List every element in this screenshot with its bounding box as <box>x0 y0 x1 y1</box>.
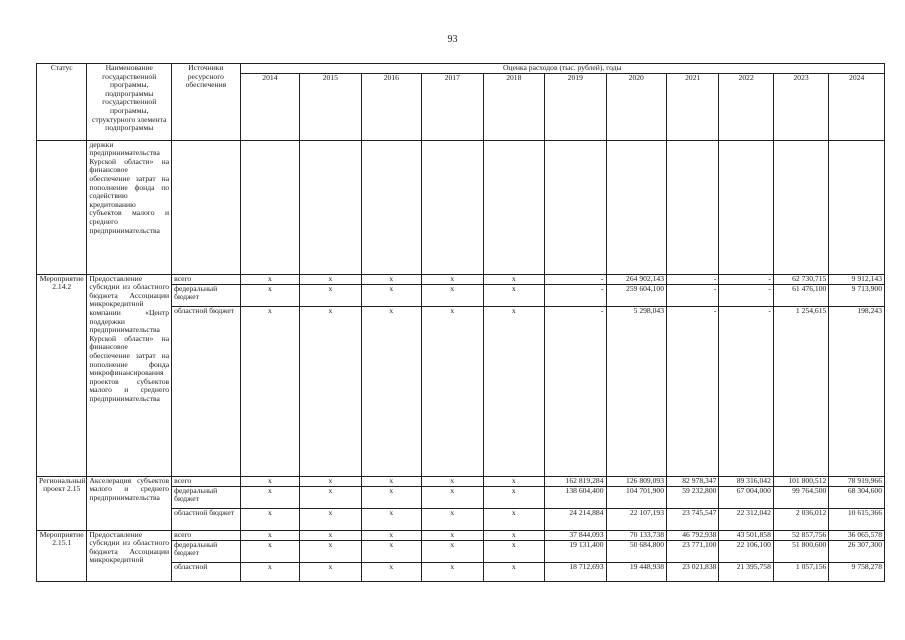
value-cell: x <box>361 530 421 540</box>
value-cell: 51 800,600 <box>773 540 828 562</box>
value-cell: x <box>361 508 421 530</box>
value-cell: x <box>300 284 361 306</box>
value-cell: 36 065,578 <box>829 530 885 540</box>
value-cell: x <box>240 540 299 562</box>
value-cell: x <box>422 562 483 581</box>
value-cell: 43 501,858 <box>719 530 773 540</box>
value-cell: 99 764,500 <box>773 486 828 508</box>
status-cell: Региональный проект 2.15 <box>37 476 87 530</box>
value-cell: 101 800,512 <box>773 476 828 486</box>
value-cell: 24 214,884 <box>545 508 606 530</box>
value-cell: x <box>300 530 361 540</box>
value-cell: 126 809,093 <box>606 476 666 486</box>
value-cell: x <box>422 274 483 284</box>
value-cell: x <box>300 476 361 486</box>
value-cell: x <box>483 540 544 562</box>
value-cell: x <box>361 486 421 508</box>
value-cell: 59 232,800 <box>667 486 719 508</box>
item-name-cell: Предоставление субсидии из областного бюджета Ассоциации микрокредитной <box>87 530 172 581</box>
value-cell: 9 912,143 <box>829 274 885 284</box>
value-cell: x <box>240 476 299 486</box>
value-cell: - <box>545 306 606 476</box>
value-cell: 89 316,042 <box>719 476 773 486</box>
year-header: 2017 <box>422 73 483 140</box>
value-cell: x <box>300 540 361 562</box>
source-cell <box>172 140 241 274</box>
value-cell: x <box>300 486 361 508</box>
value-cell: 52 857,756 <box>773 530 828 540</box>
value-cell: x <box>422 284 483 306</box>
value-cell: x <box>361 540 421 562</box>
source-cell: всего <box>172 476 241 486</box>
source-cell: федеральный бюджет <box>172 284 241 306</box>
value-cell: 50 684,800 <box>606 540 666 562</box>
year-header: 2022 <box>719 73 773 140</box>
value-cell: x <box>361 284 421 306</box>
value-cell: x <box>483 476 544 486</box>
value-cell: 1 254,615 <box>773 306 828 476</box>
value-cell: x <box>422 540 483 562</box>
value-cell: x <box>483 306 544 476</box>
value-cell: x <box>240 508 299 530</box>
value-cell: x <box>361 274 421 284</box>
year-header: 2024 <box>829 73 885 140</box>
year-header: 2023 <box>773 73 828 140</box>
source-cell: всего <box>172 274 241 284</box>
value-cell: x <box>240 306 299 476</box>
value-cell: 21 395,758 <box>719 562 773 581</box>
page-number: 93 <box>447 34 458 45</box>
value-cell: 22 107,193 <box>606 508 666 530</box>
value-cell: - <box>545 284 606 306</box>
year-header: 2018 <box>483 73 544 140</box>
value-cell: x <box>422 508 483 530</box>
item-name-cell: Акселерация субъектов малого и среднего предпринимательства <box>87 476 172 530</box>
value-cell: x <box>300 274 361 284</box>
value-cell: 68 304,600 <box>829 486 885 508</box>
data-row <box>37 274 885 284</box>
year-header: 2019 <box>545 73 606 140</box>
value-cell: 19 448,938 <box>606 562 666 581</box>
value-cell: 10 615,366 <box>829 508 885 530</box>
value-cell: x <box>300 306 361 476</box>
value-cell: x <box>300 508 361 530</box>
value-cell: x <box>422 530 483 540</box>
value-cell: - <box>719 284 773 306</box>
value-cell: x <box>483 486 544 508</box>
header-row <box>37 64 885 74</box>
value-cell: 22 312,042 <box>719 508 773 530</box>
value-cell: x <box>240 530 299 540</box>
year-header: 2016 <box>361 73 421 140</box>
value-cell: x <box>240 284 299 306</box>
data-row <box>37 476 885 486</box>
value-cell: 82 978,347 <box>667 476 719 486</box>
budget-table <box>36 63 885 582</box>
name-header: Наименование государственной программы, подпрограммы государственной программы, структурного элемента подпрограммы <box>87 64 172 141</box>
status-header: Статус <box>37 64 87 141</box>
value-cell: 23 771,100 <box>667 540 719 562</box>
data-row <box>37 530 885 540</box>
source-cell: всего <box>172 530 241 540</box>
value-cell: 198,243 <box>829 306 885 476</box>
value-cell: 37 844,093 <box>545 530 606 540</box>
value-cell: x <box>483 562 544 581</box>
value-cell: - <box>545 274 606 284</box>
value-cell: x <box>361 476 421 486</box>
value-cell: 9 713,900 <box>829 284 885 306</box>
source-cell: областной бюджет <box>172 306 241 476</box>
continued-row <box>37 140 885 274</box>
value-cell: x <box>300 562 361 581</box>
source-cell: федеральный бюджет <box>172 540 241 562</box>
value-cell: x <box>240 274 299 284</box>
value-cell: - <box>719 306 773 476</box>
year-header: 2015 <box>300 73 361 140</box>
value-cell: 23 021,838 <box>667 562 719 581</box>
value-cell: 259 604,100 <box>606 284 666 306</box>
value-cell: 5 298,043 <box>606 306 666 476</box>
status-cell: Мероприятие 2.14.2 <box>37 274 87 476</box>
year-header: 2014 <box>240 73 299 140</box>
estimate-header: Оценка расходов (тыс. рублей), годы <box>240 64 884 74</box>
value-cell: 2 036,012 <box>773 508 828 530</box>
value-cell: x <box>240 486 299 508</box>
value-cell: 62 730,715 <box>773 274 828 284</box>
value-cell: - <box>667 274 719 284</box>
sources-header: Источники ресурсного обеспечения <box>172 64 241 141</box>
value-cell: x <box>483 508 544 530</box>
status-cell: Мероприятие 2.15.1 <box>37 530 87 581</box>
value-cell: 264 902,143 <box>606 274 666 284</box>
value-cell: - <box>667 306 719 476</box>
value-cell: 19 131,400 <box>545 540 606 562</box>
value-cell: 46 792,938 <box>667 530 719 540</box>
value-cell: 9 758,278 <box>829 562 885 581</box>
value-cell: x <box>240 562 299 581</box>
value-cell: 70 133,738 <box>606 530 666 540</box>
value-cell: x <box>483 274 544 284</box>
value-cell: x <box>483 284 544 306</box>
value-cell: 61 476,100 <box>773 284 828 306</box>
value-cell: x <box>361 306 421 476</box>
value-cell: 138 604,400 <box>545 486 606 508</box>
continued-name-cell: держки предпринимательства Курской области» на финансовое обеспечение затрат на пополнение фонда по содействию кредитованию субъектов малого и среднего предпринимательства <box>87 140 172 274</box>
value-cell: 26 307,300 <box>829 540 885 562</box>
value-cell: 104 701,900 <box>606 486 666 508</box>
value-cell: x <box>361 562 421 581</box>
value-cell: x <box>422 476 483 486</box>
source-cell: областной бюджет <box>172 508 241 530</box>
value-cell: - <box>667 284 719 306</box>
value-cell: x <box>422 486 483 508</box>
item-name-cell: Предоставление субсидии из областного бюджета Ассоциации микрокредитной компании «Центр поддержки предпринимательства Курской области» на финансовое обеспечение затрат на пополнение фонда микрофинансирования проектов субъектов малого и среднего предпринимательства <box>87 274 172 476</box>
status-cell <box>37 140 87 274</box>
year-header: 2021 <box>667 73 719 140</box>
value-cell: 67 004,000 <box>719 486 773 508</box>
value-cell: 162 819,284 <box>545 476 606 486</box>
value-cell: - <box>719 274 773 284</box>
value-cell: 18 712,693 <box>545 562 606 581</box>
value-cell: 23 745,547 <box>667 508 719 530</box>
value-cell: 1 057,156 <box>773 562 828 581</box>
value-cell: 78 919,966 <box>829 476 885 486</box>
value-cell: 22 106,100 <box>719 540 773 562</box>
value-cell: x <box>483 530 544 540</box>
source-cell: областной <box>172 562 241 581</box>
year-header: 2020 <box>606 73 666 140</box>
value-cell: x <box>422 306 483 476</box>
source-cell: федеральный бюджет <box>172 486 241 508</box>
